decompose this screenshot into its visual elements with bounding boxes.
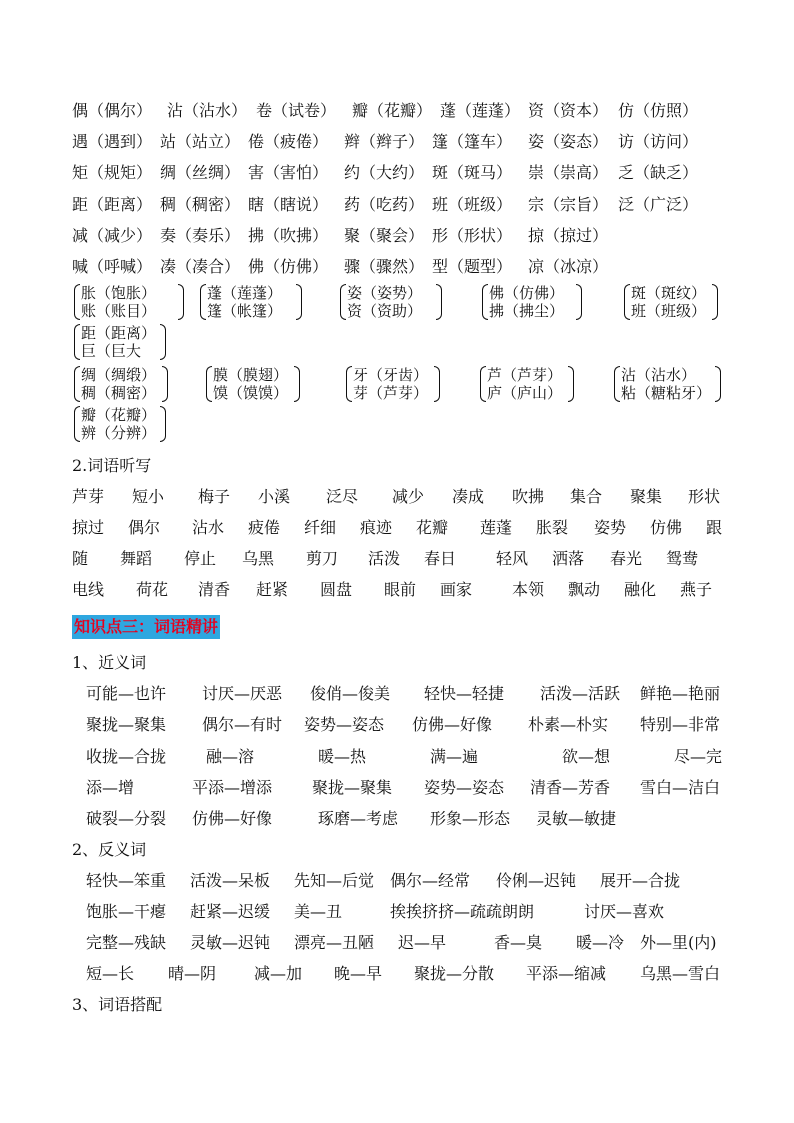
word-pair: 活泼—呆板 bbox=[190, 871, 271, 890]
dictation-word: 姿势 bbox=[594, 518, 627, 537]
char-pair bbox=[74, 366, 168, 402]
word-pair: 暖—冷 bbox=[576, 933, 625, 952]
dictation-word: 胀裂 bbox=[536, 518, 569, 537]
pair-line: 距（距离） bbox=[81, 324, 157, 342]
pair-line: 拂（拂尘） bbox=[489, 302, 565, 320]
word-pair: 欲—想 bbox=[562, 747, 611, 766]
char-cell: 型（题型） bbox=[432, 257, 513, 276]
left-bracket bbox=[206, 366, 212, 402]
word-pair: 姿势—姿态 bbox=[424, 778, 505, 797]
char-cell: 站（站立） bbox=[160, 132, 241, 151]
char-cell: 姿（姿态） bbox=[528, 132, 609, 151]
pair-line: 资（资助） bbox=[347, 302, 423, 320]
word-pair: 聚拢—分散 bbox=[414, 964, 495, 983]
char-cell: 蓬（莲蓬） bbox=[440, 101, 521, 120]
word-pair: 轻快—轻捷 bbox=[424, 684, 505, 703]
dictation-word: 飘动 bbox=[568, 580, 601, 599]
dictation-word: 芦芽 bbox=[72, 487, 105, 506]
dictation-word: 纤细 bbox=[304, 518, 337, 537]
dictation-word: 仿佛 bbox=[650, 518, 683, 537]
word-pair: 先知—后觉 bbox=[294, 871, 375, 890]
pair-line: 辨（分辨） bbox=[81, 424, 157, 442]
word-pair: 灵敏—敏捷 bbox=[536, 809, 617, 828]
word-pair: 添—增 bbox=[86, 778, 135, 797]
char-cell: 佛（仿佛） bbox=[248, 257, 329, 276]
word-pair: 可能—也许 bbox=[86, 684, 167, 703]
char-cell: 瞎（瞎说） bbox=[248, 195, 329, 214]
char-cell: 绸（丝绸） bbox=[160, 163, 241, 182]
left-bracket bbox=[614, 366, 620, 402]
pair-line: 膜（膜翅） bbox=[213, 366, 289, 384]
char-cell: 凑（凑合） bbox=[160, 257, 241, 276]
left-bracket bbox=[624, 284, 630, 320]
char-pair bbox=[74, 284, 184, 320]
dictation-word: 集合 bbox=[570, 487, 603, 506]
word-pair: 聚拢—聚集 bbox=[312, 778, 393, 797]
word-pair: 满—遍 bbox=[430, 747, 479, 766]
word-pair: 琢磨—考虑 bbox=[318, 809, 399, 828]
dictation-word: 洒落 bbox=[552, 549, 585, 568]
pair-line: 牙（牙齿） bbox=[353, 366, 429, 384]
dictation-word: 圆盘 bbox=[320, 580, 353, 599]
word-pair: 雪白—洁白 bbox=[640, 778, 721, 797]
right-bracket bbox=[160, 406, 166, 442]
word-pair: 灵敏—迟钝 bbox=[190, 933, 271, 952]
char-pair bbox=[624, 284, 718, 320]
dictation-word: 融化 bbox=[624, 580, 657, 599]
pair-line: 馍（馍馍） bbox=[213, 384, 289, 402]
char-pair bbox=[74, 406, 166, 442]
left-bracket bbox=[74, 284, 80, 320]
left-bracket bbox=[74, 406, 80, 442]
word-pair: 收拢—合拢 bbox=[86, 747, 167, 766]
dictation-word: 眼前 bbox=[384, 580, 417, 599]
pair-line: 姿（姿势） bbox=[347, 284, 423, 302]
dictation-word: 掠过 bbox=[72, 518, 105, 537]
char-cell: 骤（骤然） bbox=[344, 257, 425, 276]
dictation-word: 乌黑 bbox=[242, 549, 275, 568]
char-cell: 减（减少） bbox=[72, 226, 153, 245]
right-bracket bbox=[434, 366, 440, 402]
dictation-word: 本领 bbox=[512, 580, 545, 599]
dictation-word: 小溪 bbox=[258, 487, 291, 506]
dictation-word: 凑成 bbox=[452, 487, 485, 506]
right-bracket bbox=[715, 366, 721, 402]
char-cell: 奏（奏乐） bbox=[160, 226, 241, 245]
dictation-word: 痕迹 bbox=[360, 518, 393, 537]
char-pair bbox=[482, 284, 582, 320]
word-pair: 香—臭 bbox=[494, 933, 543, 952]
word-pair: 活泼—活跃 bbox=[540, 684, 621, 703]
word-pair: 偶尔—经常 bbox=[390, 871, 471, 890]
pair-line: 蓬（莲蓬） bbox=[207, 284, 283, 302]
right-bracket bbox=[160, 324, 166, 360]
word-pair: 形象—形态 bbox=[430, 809, 511, 828]
section-title-collocation: 3、词语搭配 bbox=[72, 995, 163, 1014]
left-bracket bbox=[200, 284, 206, 320]
word-pair: 迟—早 bbox=[398, 933, 447, 952]
word-pair: 饱胀—干瘪 bbox=[86, 902, 167, 921]
word-pair: 伶俐—迟钝 bbox=[496, 871, 577, 890]
pair-line: 巨（巨大 bbox=[81, 342, 142, 360]
right-bracket bbox=[712, 284, 718, 320]
dictation-word: 沾水 bbox=[192, 518, 225, 537]
word-pair: 聚拢—聚集 bbox=[86, 715, 167, 734]
word-pair: 仿佛—好像 bbox=[412, 715, 493, 734]
char-cell: 仿（仿照） bbox=[618, 101, 699, 120]
char-pair bbox=[206, 366, 300, 402]
dictation-word: 停止 bbox=[184, 549, 217, 568]
dictation-word: 吹拂 bbox=[512, 487, 545, 506]
char-cell: 崇（崇高） bbox=[528, 163, 609, 182]
char-pair bbox=[480, 366, 574, 402]
word-pair: 短—长 bbox=[86, 964, 135, 983]
pair-line: 胀（饱胀） bbox=[81, 284, 157, 302]
right-bracket bbox=[162, 366, 168, 402]
pair-line: 沾（沾水） bbox=[621, 366, 697, 384]
pair-line: 庐（庐山） bbox=[487, 384, 563, 402]
dictation-word: 春光 bbox=[610, 549, 643, 568]
dictation-word: 春日 bbox=[424, 549, 457, 568]
word-pair: 融—溶 bbox=[206, 747, 255, 766]
pair-line: 稠（稠密） bbox=[81, 384, 157, 402]
word-pair: 暖—热 bbox=[318, 747, 367, 766]
dictation-word: 形状 bbox=[688, 487, 721, 506]
char-cell: 害（害怕） bbox=[248, 163, 329, 182]
char-pair bbox=[74, 324, 166, 360]
char-pair bbox=[346, 366, 440, 402]
dictation-word: 疲倦 bbox=[248, 518, 281, 537]
pair-line: 粘（糖粘牙） bbox=[621, 384, 712, 402]
word-pair: 漂亮—丑陋 bbox=[294, 933, 375, 952]
char-cell: 距（距离） bbox=[72, 195, 153, 214]
word-pair: 讨厌—喜欢 bbox=[584, 902, 665, 921]
word-pair: 平添—缩减 bbox=[526, 964, 607, 983]
right-bracket bbox=[294, 366, 300, 402]
word-pair: 朴素—朴实 bbox=[528, 715, 609, 734]
char-pair bbox=[614, 366, 721, 402]
dictation-word: 跟 bbox=[706, 518, 723, 537]
word-pair: 美—丑 bbox=[294, 902, 343, 921]
char-cell: 稠（稠密） bbox=[160, 195, 241, 214]
word-pair: 轻快—笨重 bbox=[86, 871, 167, 890]
dictation-word: 短小 bbox=[132, 487, 165, 506]
char-cell: 卷（试卷） bbox=[256, 101, 337, 120]
char-cell: 凉（冰凉） bbox=[528, 257, 609, 276]
char-cell: 辫（辫子） bbox=[344, 132, 425, 151]
left-bracket bbox=[340, 284, 346, 320]
pair-line: 芦（芦芽） bbox=[487, 366, 563, 384]
word-pair: 赶紧—迟缓 bbox=[190, 902, 271, 921]
pair-line: 瓣（花瓣） bbox=[81, 406, 157, 424]
char-cell: 乏（缺乏） bbox=[618, 163, 699, 182]
word-pair: 减—加 bbox=[254, 964, 303, 983]
word-pair: 鲜艳—艳丽 bbox=[640, 684, 721, 703]
pair-line: 账（账目） bbox=[81, 302, 157, 320]
word-pair: 乌黑—雪白 bbox=[640, 964, 721, 983]
char-cell: 倦（疲倦） bbox=[248, 132, 329, 151]
dictation-word: 梅子 bbox=[198, 487, 231, 506]
left-bracket bbox=[74, 324, 80, 360]
pair-line: 斑（斑纹） bbox=[631, 284, 707, 302]
dictation-word: 剪刀 bbox=[306, 549, 339, 568]
dictation-word: 清香 bbox=[198, 580, 231, 599]
char-cell: 访（访问） bbox=[618, 132, 699, 151]
section-title-dictation: 2.词语听写 bbox=[72, 456, 152, 475]
char-cell: 拂（吹拂） bbox=[248, 226, 329, 245]
pair-line: 绸（绸缎） bbox=[81, 366, 157, 384]
dictation-word: 鸳鸯 bbox=[666, 549, 699, 568]
dictation-word: 燕子 bbox=[680, 580, 713, 599]
char-cell: 约（大约） bbox=[344, 163, 425, 182]
dictation-word: 赶紧 bbox=[256, 580, 289, 599]
pair-line: 芽（芦芽） bbox=[353, 384, 429, 402]
right-bracket bbox=[576, 284, 582, 320]
word-pair: 仿佛—好像 bbox=[192, 809, 273, 828]
char-cell: 泛（广泛） bbox=[618, 195, 699, 214]
word-pair: 平添—增添 bbox=[192, 778, 273, 797]
dictation-word: 随 bbox=[72, 549, 89, 568]
word-pair: 尽—完 bbox=[674, 747, 723, 766]
char-cell: 偶（偶尔） bbox=[72, 101, 153, 120]
char-pair bbox=[200, 284, 302, 320]
left-bracket bbox=[480, 366, 486, 402]
char-cell: 矩（规矩） bbox=[72, 163, 153, 182]
char-cell: 沾（沾水） bbox=[167, 101, 248, 120]
char-cell: 聚（聚会） bbox=[344, 226, 425, 245]
word-pair: 特别—非常 bbox=[640, 715, 721, 734]
dictation-word: 泛尽 bbox=[326, 487, 359, 506]
pair-line: 篷（帐篷） bbox=[207, 302, 283, 320]
dictation-word: 电线 bbox=[72, 580, 105, 599]
char-cell: 遇（遇到） bbox=[72, 132, 153, 151]
word-pair: 姿势—姿态 bbox=[304, 715, 385, 734]
dictation-word: 聚集 bbox=[630, 487, 663, 506]
left-bracket bbox=[346, 366, 352, 402]
word-pair: 破裂—分裂 bbox=[86, 809, 167, 828]
word-pair: 清香—芳香 bbox=[530, 778, 611, 797]
word-pair: 晚—早 bbox=[334, 964, 383, 983]
char-cell: 班（班级） bbox=[432, 195, 513, 214]
dictation-word: 荷花 bbox=[136, 580, 169, 599]
word-pair: 完整—残缺 bbox=[86, 933, 167, 952]
dictation-word: 偶尔 bbox=[128, 518, 161, 537]
right-bracket bbox=[568, 366, 574, 402]
section-title-antonyms: 2、反义词 bbox=[72, 840, 147, 859]
char-cell: 宗（宗旨） bbox=[528, 195, 609, 214]
char-cell: 形（形状） bbox=[432, 226, 513, 245]
word-pair: 俊俏—俊美 bbox=[310, 684, 391, 703]
dictation-word: 画家 bbox=[440, 580, 473, 599]
char-cell: 瓣（花瓣） bbox=[352, 101, 433, 120]
dictation-word: 花瓣 bbox=[416, 518, 449, 537]
dictation-word: 莲蓬 bbox=[480, 518, 513, 537]
knowledge-point-header: 知识点三：词语精讲 bbox=[72, 615, 220, 639]
char-cell: 药（吃药） bbox=[344, 195, 425, 214]
word-pair: 晴—阴 bbox=[168, 964, 217, 983]
char-cell: 掠（掠过） bbox=[528, 226, 609, 245]
right-bracket bbox=[296, 284, 302, 320]
word-pair: 挨挨挤挤—疏疏朗朗 bbox=[390, 902, 535, 921]
section-title-synonyms: 1、近义词 bbox=[72, 653, 147, 672]
right-bracket bbox=[178, 284, 184, 320]
dictation-word: 减少 bbox=[392, 487, 425, 506]
dictation-word: 舞蹈 bbox=[120, 549, 153, 568]
char-cell: 资（资本） bbox=[528, 101, 609, 120]
word-pair: 讨厌—厌恶 bbox=[202, 684, 283, 703]
left-bracket bbox=[74, 366, 80, 402]
right-bracket bbox=[436, 284, 442, 320]
char-cell: 斑（斑马） bbox=[432, 163, 513, 182]
pair-line: 班（班级） bbox=[631, 302, 707, 320]
dictation-word: 活泼 bbox=[368, 549, 401, 568]
word-pair: 展开—合拢 bbox=[600, 871, 681, 890]
char-cell: 篷（篷车） bbox=[432, 132, 513, 151]
char-cell: 喊（呼喊） bbox=[72, 257, 153, 276]
char-pair bbox=[340, 284, 442, 320]
word-pair: 偶尔—有时 bbox=[202, 715, 283, 734]
pair-line: 佛（仿佛） bbox=[489, 284, 565, 302]
left-bracket bbox=[482, 284, 488, 320]
dictation-word: 轻风 bbox=[496, 549, 529, 568]
word-pair: 外—里(内) bbox=[640, 933, 717, 952]
